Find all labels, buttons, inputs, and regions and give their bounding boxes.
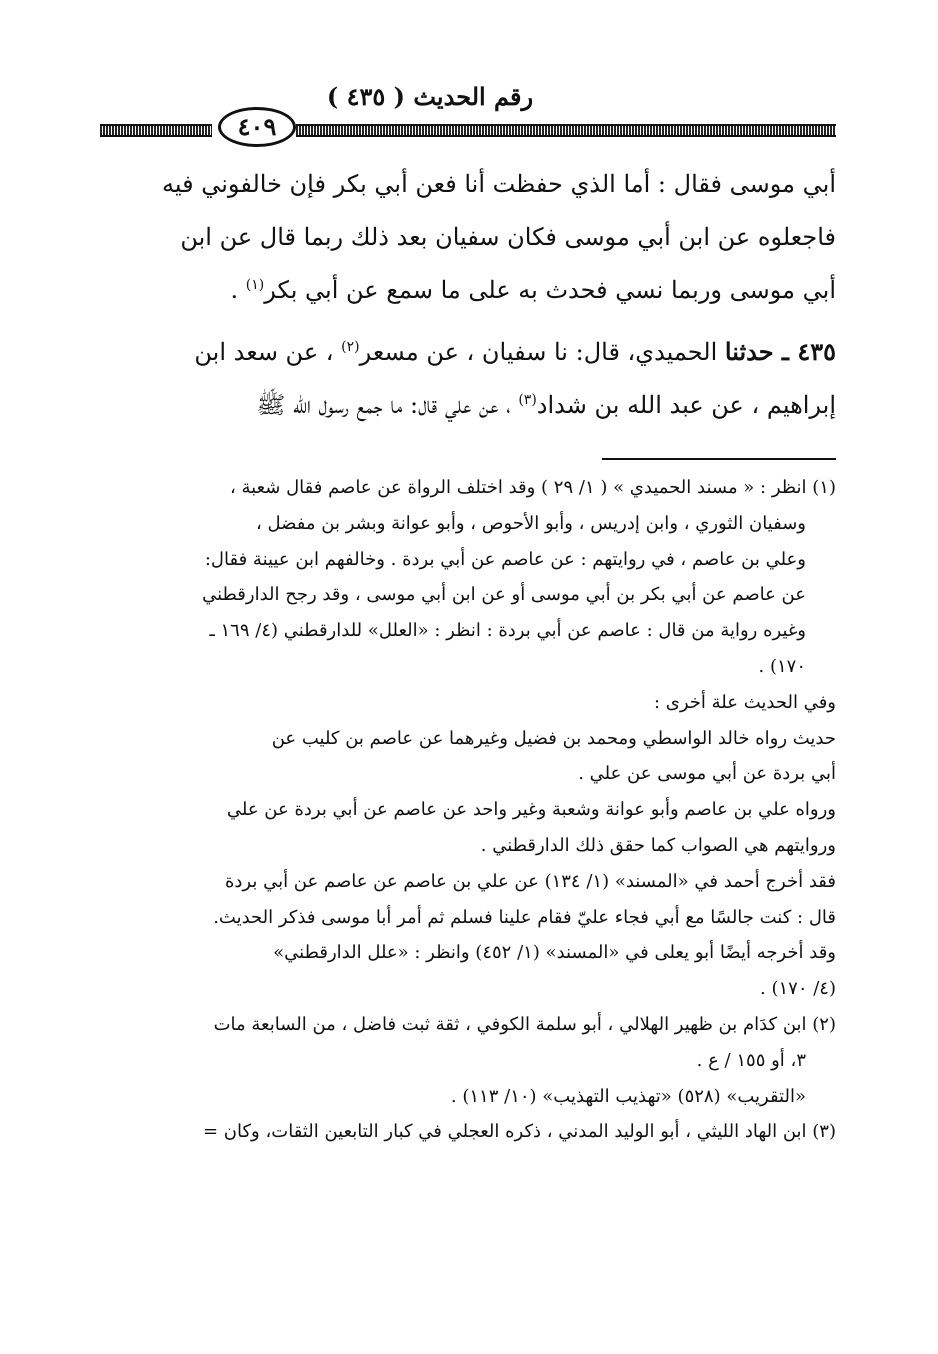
footnote-line: حديث رواه خالد الواسطي ومحمد بن فضيل وغيرهما عن عاصم بن كليب عن — [271, 727, 836, 749]
hadith-line — [100, 325, 836, 379]
text-segment: . — [230, 276, 246, 304]
hadith-number: ٤٣٥ ـ حدثنا — [724, 337, 836, 366]
footnote-line: أبي بردة عن أبي موسى عن علي . — [578, 763, 836, 785]
footnote-line: وعلي بن عاصم ، في روايتهم : عن عاصم عن أبي بردة . وخالفهم ابن عيينة فقال: — [204, 548, 806, 570]
text-line: أبي موسى فقال : أما الذي حفظت أنا فعن أبي بكر فإن خالفوني فيه — [162, 170, 836, 198]
footnote-line: ورواه علي بن عاصم وأبو عوانة وشعبة وغير واحد عن عاصم عن أبي بردة عن علي — [226, 799, 836, 821]
footnote-ref: (١) — [245, 277, 265, 293]
footnote-line: قال : كنت جالسًا مع أبي فجاء عليّ فقام علينا فسلم ثم أمر أبا موسى فذكر الحديث. — [213, 906, 836, 928]
page-number: ٤٠٩ — [218, 107, 296, 147]
header-rule-right — [296, 124, 836, 137]
footnote-line: وغيره رواية من قال : عاصم عن أبي بردة : انظر : «العلل» للدارقطني (٤/ ١٦٩ ـ — [209, 620, 806, 642]
header-rule-left — [100, 124, 212, 137]
footnote-line: وفي الحديث علة أخرى : — [654, 691, 836, 713]
footnote-line: (٢) ابن كدَام بن ظهير الهلالي ، أبو سلمة الكوفي ، ثقة ثبت فاضل ، من السابعة مات — [213, 1013, 836, 1035]
footnote-line: ١٧٠) . — [758, 655, 806, 677]
footnote-line: عن عاصم عن أبي بكر بن أبي موسى أو عن ابن أبي موسى ، وقد رجح الدارقطني — [202, 584, 806, 606]
footnote-line: (١) انظر : « مسند الحميدي » ( ١/ ٢٩ ) وقد اختلف الرواة عن عاصم فقال شعبة ، — [229, 477, 836, 498]
footnote-line: «التقريب» (٥٢٨) «تهذيب التهذيب» (١٠/ ١١٣) . — [450, 1085, 806, 1107]
footnote-line: وسفيان الثوري ، وابن إدريس ، وأبو الأحوص ، وأبو عوانة وبشر بن مفضل ، — [256, 512, 806, 534]
main-text — [100, 158, 836, 432]
footnote-separator — [602, 458, 836, 460]
hadith-line — [100, 379, 836, 432]
footnote-line: وروايتهم هي الصواب كما حقق ذلك الدارقطني . — [480, 834, 836, 856]
text-line: فاجعلوه عن ابن أبي موسى فكان سفيان بعد ذلك ربما قال عن ابن — [180, 223, 836, 251]
text-line — [100, 264, 836, 317]
text-segment: ، عن علي قال: ما جمع رسول الله ﷺ — [256, 391, 519, 419]
footnote-line: فقد أخرج أحمد في «المسند» (١/ ١٣٤) عن علي بن عاصم عن عاصم عن أبي بردة — [224, 870, 836, 892]
text-segment: إبراهيم ، عن عبد الله بن شداد — [536, 391, 836, 419]
text-segment: أبي موسى وربما نسي فحدث به على ما سمع عن أبي بكر — [264, 276, 836, 304]
footnote-ref: (٣) — [518, 392, 537, 408]
running-title: رقم الحديث ( ٤٣٥ ) — [326, 82, 534, 111]
text-segment: ، عن سعد ابن — [194, 338, 342, 366]
footnote-line: وقد أخرجه أيضًا أبو يعلى في «المسند» (١/ ٤٥٢) وانظر : «علل الدارقطني» — [273, 942, 836, 964]
footnote-line: (٤/ ١٧٠) . — [760, 978, 836, 1000]
text-segment: الحميدي، قال: نا سفيان ، عن مسعر — [359, 338, 725, 366]
footnote-ref: (٢) — [341, 339, 360, 355]
footnotes — [100, 470, 836, 1150]
footnote-line: (٣) ابن الهاد الليثي ، أبو الوليد المدني ، ذكره العجلي في كبار التابعين الثقات، وكان = — [202, 1121, 836, 1143]
footnote-line: ٣، أو ١٥٥ / ع . — [696, 1049, 806, 1071]
